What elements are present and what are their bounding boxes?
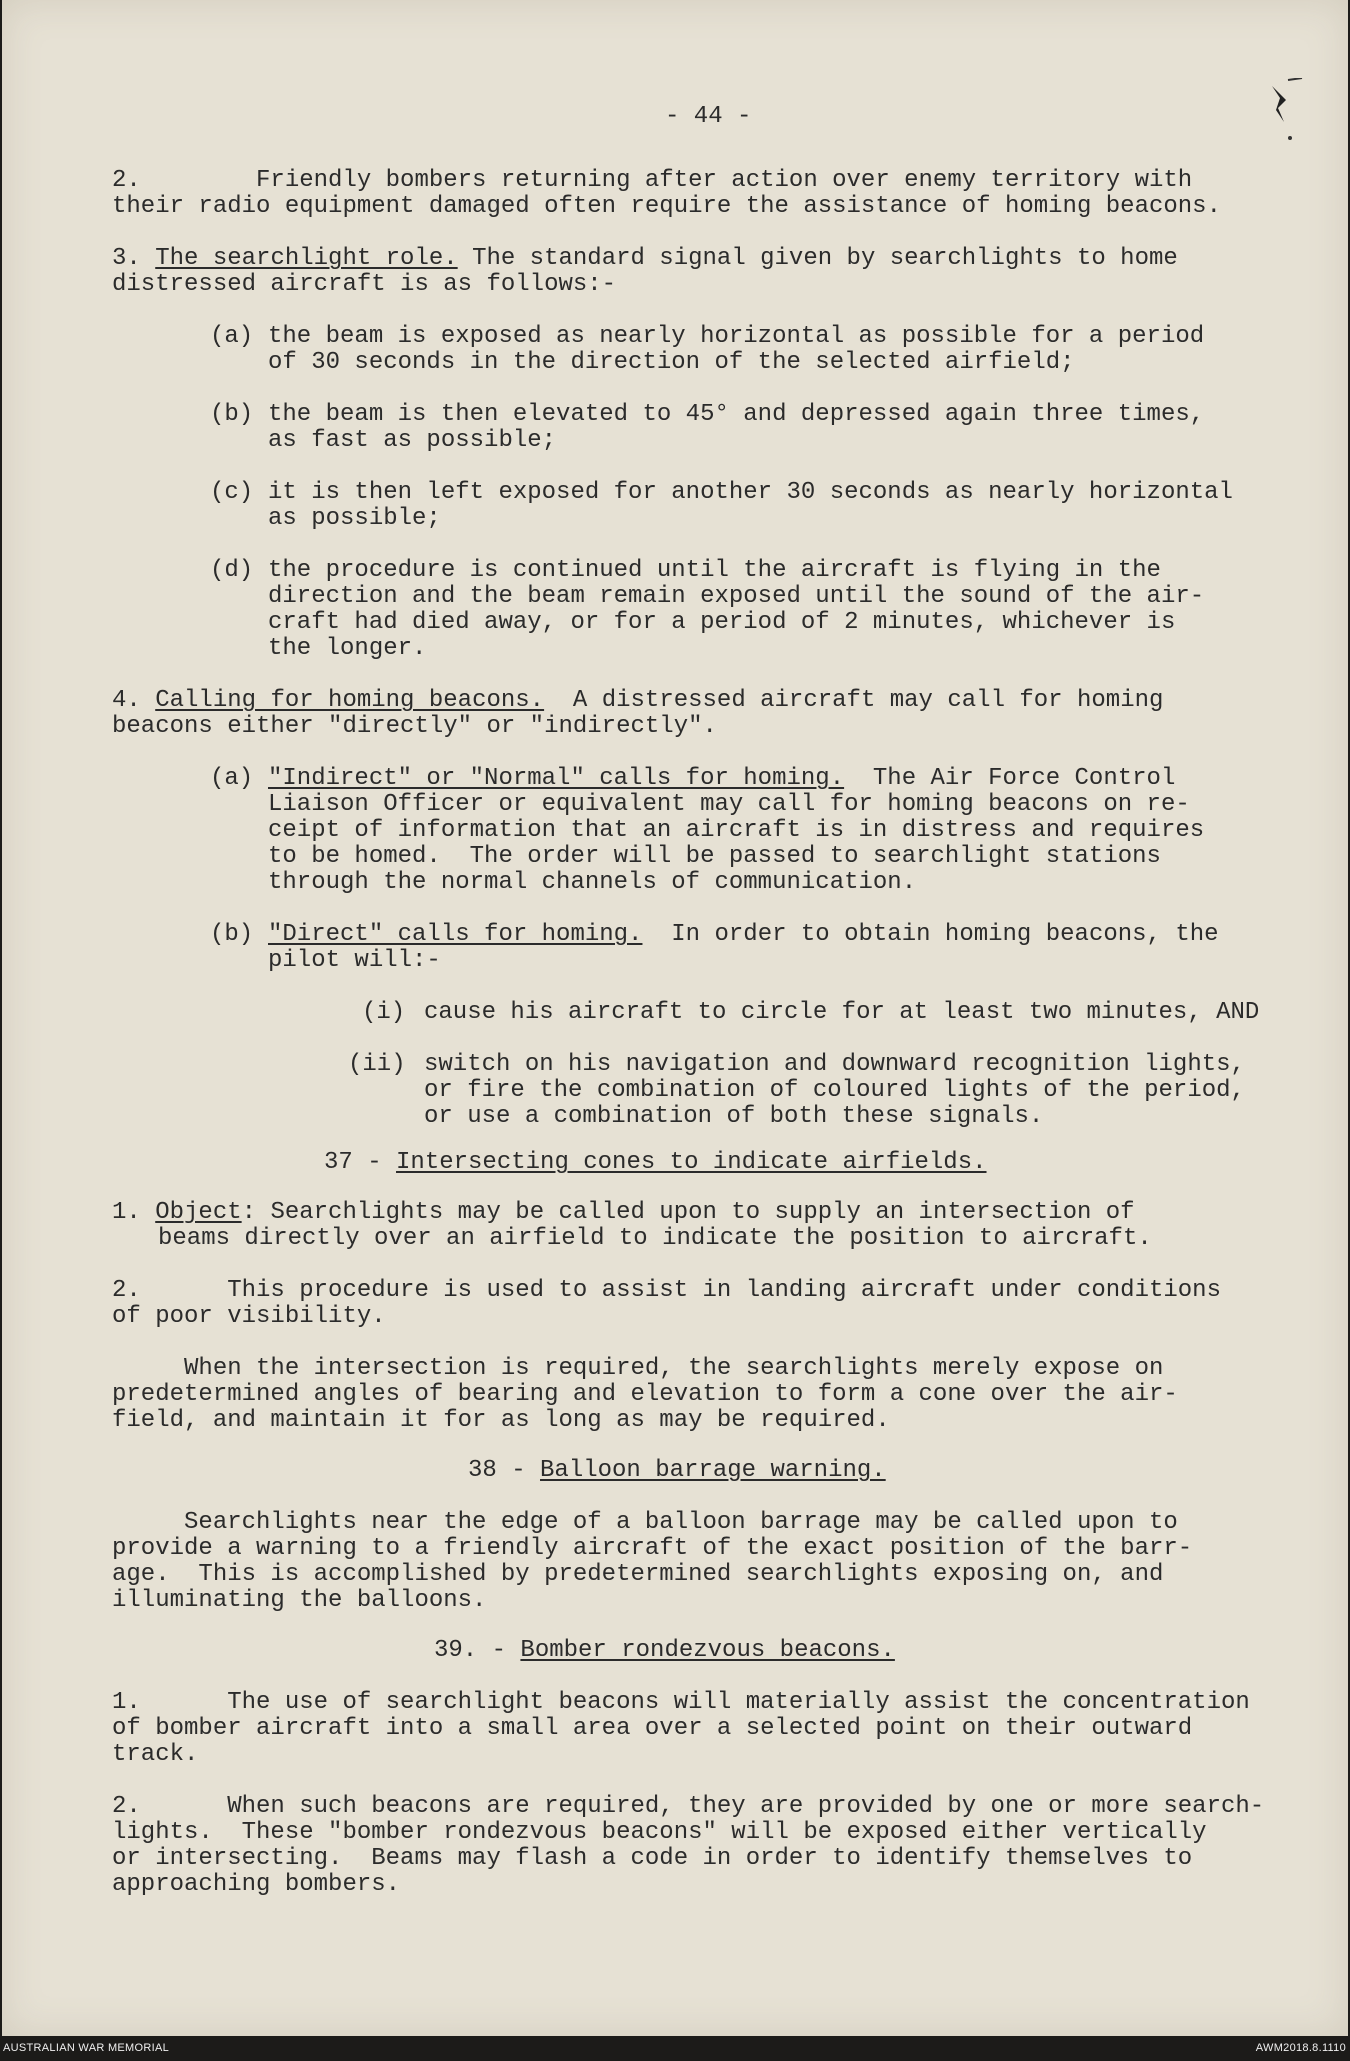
s37-p1-line-2: beams directly over an airfield to indicate the position to aircraft. [158, 1225, 1152, 1252]
item-b-line-1: the beam is then elevated to 45° and depressed again three times, [268, 401, 1205, 428]
footer-reference-id: AWM2018.8.1110 [1255, 2042, 1346, 2054]
item-b-line-2: as fast as possible; [268, 427, 557, 454]
item-d-line-1: the procedure is continued until the aircraft is flying in the [268, 557, 1161, 584]
item-c-line-1: it is then left exposed for another 30 seconds as nearly horizontal [268, 479, 1233, 506]
calling-line-1: 4. Calling for homing beacons. A distressed aircraft may call for homing [112, 687, 1164, 714]
ink-smudge-mark [1250, 78, 1310, 148]
searchlight-role-line-1: 3. The searchlight role. The standard signal given by searchlights to home [112, 245, 1178, 272]
sub-i-label: (i) [362, 999, 406, 1026]
calling-b-line-1: "Direct" calls for homing. In order to obtain homing beacons, the [268, 921, 1219, 948]
item-a-label: (a) [210, 323, 254, 350]
calling-heading: Calling for homing beacons. [155, 687, 545, 714]
calling-a-line-2: Liaison Officer or equivalent may call for homing beacons on re- [268, 791, 1190, 818]
calling-a-heading: "Indirect" or "Normal" calls for homing. [268, 765, 845, 792]
s38-line-4: illuminating the balloons. [112, 1587, 487, 1614]
intro-line-1: 2. Friendly bombers returning after action over enemy territory with [112, 167, 1193, 194]
section-38-heading: 38 - Balloon barrage warning. [468, 1457, 886, 1484]
calling-a-line-1: "Indirect" or "Normal" calls for homing. The Air Force Control [268, 765, 1176, 792]
item-a-line-2: of 30 seconds in the direction of the selected airfield; [268, 349, 1075, 376]
s39-p1-line-1: 1. The use of searchlight beacons will materially assist the concentration [112, 1689, 1250, 1716]
s39-p2-line-2: lights. These "bomber rondezvous beacons" will be exposed either vertically [112, 1819, 1207, 1846]
s37-p3-line-3: field, and maintain it for as long as may be required. [112, 1407, 890, 1434]
sub-ii-line-1: switch on his navigation and downward recognition lights, [424, 1051, 1245, 1078]
s38-line-2: provide a warning to a friendly aircraft of the exact position of the barr- [112, 1535, 1193, 1562]
intro-line-2: their radio equipment damaged often require the assistance of homing beacons. [112, 193, 1221, 220]
item-a-line-1: the beam is exposed as nearly horizontal as possible for a period [268, 323, 1205, 350]
s37-p3-line-1: When the intersection is required, the searchlights merely expose on [112, 1355, 1164, 1382]
s39-p2-line-3: or intersecting. Beams may flash a code in order to identify themselves to [112, 1845, 1193, 1872]
calling-b-heading: "Direct" calls for homing. [268, 921, 643, 948]
sub-ii-line-3: or use a combination of both these signals. [424, 1103, 1044, 1130]
calling-a-label: (a) [210, 765, 254, 792]
sub-ii-label: (ii) [348, 1051, 406, 1078]
section-39-heading: 39. - Bomber rondezvous beacons. [434, 1637, 895, 1664]
object-heading: Object [155, 1199, 242, 1226]
item-d-line-2: direction and the beam remain exposed until the sound of the air- [268, 583, 1205, 610]
s39-p2-line-4: approaching bombers. [112, 1871, 401, 1898]
item-d-line-3: craft had died away, or for a period of 2 minutes, whichever is [268, 609, 1176, 636]
s39-p1-line-3: track. [112, 1741, 199, 1768]
page-number: - 44 - [665, 103, 752, 130]
item-c-line-2: as possible; [268, 505, 441, 532]
calling-a-line-3: ceipt of information that an aircraft is in distress and requires [268, 817, 1205, 844]
searchlight-role-heading: The searchlight role. [155, 245, 458, 272]
calling-line-2: beacons either "directly" or "indirectly". [112, 713, 717, 740]
s39-p2-line-1: 2. When such beacons are required, they are provided by one or more search- [112, 1793, 1265, 1820]
calling-b-line-2: pilot will:- [268, 947, 441, 974]
s37-p2-line-1: 2. This procedure is used to assist in landing aircraft under conditions [112, 1277, 1221, 1304]
s37-p3-line-2: predetermined angles of bearing and elevation to form a cone over the air- [112, 1381, 1178, 1408]
searchlight-role-line-2: distressed aircraft is as follows:- [112, 271, 617, 298]
calling-a-line-5: through the normal channels of communication. [268, 869, 917, 896]
s39-p1-line-2: of bomber aircraft into a small area over a selected point on their outward [112, 1715, 1193, 1742]
sub-ii-line-2: or fire the combination of coloured lights of the period, [424, 1077, 1245, 1104]
sub-i-line-1: cause his aircraft to circle for at least two minutes, AND [424, 999, 1260, 1026]
footer-archive-name: AUSTRALIAN WAR MEMORIAL [3, 2042, 170, 2054]
item-c-label: (c) [210, 479, 254, 506]
section-37-heading: 37 - Intersecting cones to indicate airfields. [324, 1149, 987, 1176]
calling-b-label: (b) [210, 921, 254, 948]
s38-line-1: Searchlights near the edge of a balloon barrage may be called upon to [112, 1509, 1178, 1536]
document-page [2, 0, 1348, 2036]
s37-p2-line-2: of poor visibility. [112, 1303, 386, 1330]
item-d-label: (d) [210, 557, 254, 584]
s38-line-3: age. This is accomplished by predetermined searchlights exposing on, and [112, 1561, 1164, 1588]
item-b-label: (b) [210, 401, 254, 428]
item-d-line-4: the longer. [268, 635, 427, 662]
s37-p1-line-1: 1. Object: Searchlights may be called upon to supply an intersection of [112, 1199, 1135, 1226]
calling-a-line-4: to be homed. The order will be passed to searchlight stations [268, 843, 1161, 870]
